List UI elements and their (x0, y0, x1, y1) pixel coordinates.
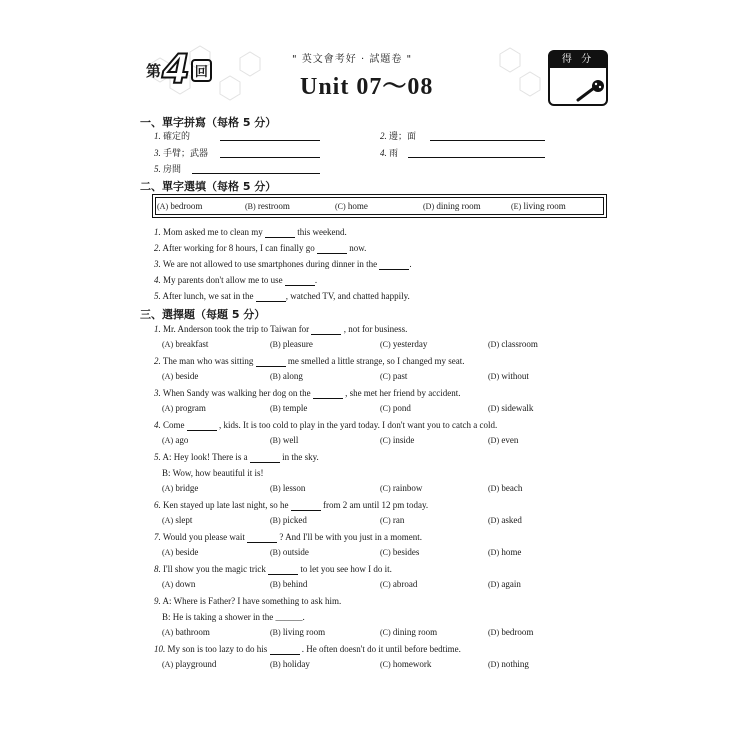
option-letter: (A) (162, 404, 174, 413)
answer-option[interactable] (162, 435, 188, 445)
option-text: beside (175, 547, 199, 557)
option-letter: (C) (380, 660, 391, 669)
option-text: nothing (501, 659, 529, 669)
item-number: 5. (154, 291, 161, 301)
question-text: , not for business. (343, 324, 408, 334)
answer-option[interactable] (270, 579, 307, 589)
option-letter: (B) (245, 202, 256, 211)
answer-blank[interactable] (256, 291, 286, 302)
item-text: now. (349, 243, 367, 253)
answer-option[interactable] (270, 403, 307, 413)
option-text: breakfast (175, 339, 209, 349)
option-text: slept (175, 515, 193, 525)
option-letter: (B) (270, 404, 281, 413)
option-text: temple (282, 403, 308, 413)
item-number: 3. (154, 148, 161, 158)
option-text: bridge (175, 483, 199, 493)
badge-prefix: 第 (146, 61, 162, 80)
unit-badge (146, 47, 212, 93)
option-letter: (B) (270, 516, 281, 525)
item-number: 1. (154, 227, 161, 237)
option-letter: (B) (270, 580, 281, 589)
answer-option[interactable] (380, 403, 411, 413)
answer-option[interactable] (270, 483, 305, 493)
answer-option[interactable] (488, 371, 529, 381)
item-text: . (314, 275, 318, 285)
option-text: pond (392, 403, 411, 413)
option-letter: (C) (380, 484, 391, 493)
option-letter: (A) (162, 436, 174, 445)
question-9 (154, 595, 341, 607)
answer-option[interactable] (488, 339, 538, 349)
option-text: along (282, 371, 303, 381)
question-text: , she met her friend by accident. (345, 388, 461, 398)
word-bank-option (511, 201, 566, 211)
spelling-answer-4[interactable] (408, 147, 545, 158)
option-letter: (C) (380, 436, 391, 445)
option-text: homework (392, 659, 432, 669)
option-text: classroom (501, 339, 538, 349)
option-word: restroom (257, 201, 290, 211)
option-letter: (C) (380, 372, 391, 381)
question-7 (154, 531, 422, 543)
option-letter: (D) (488, 340, 500, 349)
item-prompt: 手臂；武器 (163, 149, 209, 159)
option-word: living room (523, 201, 566, 211)
option-letter: (A) (162, 484, 174, 493)
option-text: ago (175, 435, 189, 445)
option-text: bathroom (175, 627, 210, 637)
question-number: 1. (154, 324, 161, 334)
badge-suffix: 回 (191, 59, 212, 82)
answer-option[interactable] (488, 547, 521, 557)
option-letter: (A) (162, 660, 174, 669)
item-text: this weekend. (297, 227, 347, 237)
option-letter: (C) (380, 516, 391, 525)
question-text: . He often doesn't do it until before bedtime. (301, 644, 461, 654)
option-text: bedroom (501, 627, 534, 637)
option-text: pleasure (282, 339, 313, 349)
option-letter: (C) (335, 202, 346, 211)
answer-blank[interactable] (250, 452, 280, 463)
answer-option[interactable] (380, 435, 414, 445)
question-number: 9. (154, 596, 161, 606)
page-title: Unit 07～08 (300, 74, 434, 100)
question-text: from 2 am until 12 pm today. (322, 500, 429, 510)
option-letter: (D) (423, 202, 435, 211)
fill-item-5 (154, 290, 410, 302)
spelling-answer-5[interactable] (192, 163, 320, 174)
answer-option[interactable] (162, 515, 192, 525)
option-letter: (B) (270, 660, 281, 669)
item-number: 2. (154, 243, 161, 253)
word-bank-option (157, 201, 202, 211)
answer-option[interactable] (380, 659, 431, 669)
answer-option[interactable] (162, 547, 198, 557)
option-letter: (C) (380, 404, 391, 413)
item-text: . (409, 259, 412, 269)
option-text: down (175, 579, 196, 589)
answer-blank[interactable] (247, 532, 277, 543)
answer-blank[interactable] (379, 259, 412, 270)
question-number: 8. (154, 564, 161, 574)
option-word: bedroom (170, 201, 203, 211)
section1-heading: 一、單字拼寫（每格 5 分） (140, 116, 277, 129)
question-text: Mr. Anderson took the trip to Taiwan for (163, 324, 310, 334)
answer-option[interactable] (270, 339, 313, 349)
item-number: 1. (154, 131, 161, 141)
answer-option[interactable] (380, 627, 437, 637)
option-text: behind (282, 579, 308, 589)
question-5 (154, 451, 319, 463)
option-letter: (A) (157, 202, 169, 211)
option-text: past (392, 371, 408, 381)
answer-option[interactable] (488, 579, 521, 589)
answer-option[interactable] (162, 627, 210, 637)
question-text: me smelled a little strange, so I changed my seat. (287, 356, 465, 366)
option-letter: (A) (162, 580, 174, 589)
question-3 (154, 387, 461, 399)
answer-blank[interactable] (291, 500, 321, 511)
item-text: After working for 8 hours, I can finally go (162, 243, 315, 253)
option-letter: (D) (488, 484, 500, 493)
option-text: lesson (282, 483, 306, 493)
item-text: My parents don't allow me to use (163, 275, 283, 285)
option-text: program (175, 403, 206, 413)
question-text: I'll show you the magic trick (163, 564, 266, 574)
answer-option[interactable] (488, 515, 522, 525)
item-prompt: 房間 (163, 165, 182, 175)
item-prompt: 邊；面 (389, 132, 417, 142)
answer-option[interactable] (488, 627, 533, 637)
answer-option[interactable] (488, 659, 529, 669)
word-bank-option (335, 201, 368, 211)
option-letter: (A) (162, 548, 174, 557)
option-letter: (B) (270, 340, 281, 349)
spelling-item-5 (154, 163, 181, 176)
option-letter: (D) (488, 372, 500, 381)
option-letter: (D) (488, 436, 500, 445)
answer-option[interactable] (270, 627, 325, 637)
answer-option[interactable] (162, 371, 198, 381)
option-letter: (B) (270, 436, 281, 445)
option-text: dining room (392, 627, 438, 637)
item-prompt: 確定的 (163, 132, 191, 142)
answer-option[interactable] (380, 371, 407, 381)
option-word: home (347, 201, 368, 211)
item-text: We are not allowed to use smartphones during dinner in the (162, 259, 378, 269)
fill-item-1 (154, 226, 347, 238)
option-word: dining room (436, 201, 481, 211)
option-letter: (C) (380, 580, 391, 589)
question-number: 2. (154, 356, 161, 366)
option-letter: (D) (488, 580, 500, 589)
answer-option[interactable] (270, 547, 309, 557)
score-box (548, 50, 608, 106)
word-bank-option (245, 201, 290, 211)
item-number: 2. (380, 131, 387, 141)
option-letter: (A) (162, 516, 174, 525)
item-prompt: 雨 (389, 149, 399, 159)
answer-option[interactable] (162, 579, 195, 589)
option-letter: (E) (511, 202, 522, 211)
question-6 (154, 499, 428, 511)
option-letter: (A) (162, 372, 174, 381)
answer-option[interactable] (162, 339, 208, 349)
option-text: beside (175, 371, 199, 381)
spelling-answer-2[interactable] (430, 130, 545, 141)
option-letter: (D) (488, 516, 500, 525)
spelling-answer-1[interactable] (220, 130, 320, 141)
answer-option[interactable] (162, 483, 198, 493)
question-5-line2: B: Wow, how beautiful it is! (162, 468, 264, 478)
answer-blank[interactable] (270, 644, 300, 655)
option-letter: (D) (488, 548, 500, 557)
answer-blank[interactable] (268, 564, 298, 575)
answer-option[interactable] (380, 515, 404, 525)
question-8 (154, 563, 392, 575)
question-number: 3. (154, 388, 161, 398)
option-text: home (501, 547, 522, 557)
answer-option[interactable] (270, 659, 310, 669)
item-text: , watched TV, and chatted happily. (285, 291, 410, 301)
question-text: My son is too lazy to do his (167, 644, 268, 654)
answer-option[interactable] (380, 547, 419, 557)
option-letter: (D) (488, 628, 500, 637)
spelling-item-3 (154, 147, 208, 160)
option-text: beach (501, 483, 523, 493)
question-2 (154, 355, 465, 367)
fill-item-2 (154, 242, 366, 254)
word-bank-option (423, 201, 481, 211)
item-number: 3. (154, 259, 161, 269)
question-9-line2: B: He is taking a shower in the ______. (162, 612, 305, 622)
option-letter: (C) (380, 628, 391, 637)
answer-option[interactable] (380, 483, 422, 493)
option-text: holiday (282, 659, 310, 669)
answer-option[interactable] (488, 483, 522, 493)
option-text: living room (282, 627, 326, 637)
question-text: ? And I'll be with you just in a moment. (279, 532, 422, 542)
answer-option[interactable] (380, 339, 427, 349)
spelling-item-2 (380, 130, 416, 143)
question-text: A: Hey look! There is a (162, 452, 248, 462)
answer-blank[interactable] (311, 324, 341, 335)
option-letter: (D) (488, 404, 500, 413)
score-label: 得 分 (550, 52, 606, 68)
option-letter: (C) (380, 340, 391, 349)
question-text: to let you see how I do it. (300, 564, 392, 574)
subtitle: " 英文會考好 · 試題卷 " (292, 54, 413, 65)
answer-blank[interactable] (256, 356, 286, 367)
option-text: outside (282, 547, 309, 557)
question-number: 10. (154, 644, 166, 654)
question-10 (154, 643, 461, 655)
option-letter: (D) (488, 660, 500, 669)
fill-item-3 (154, 258, 412, 270)
option-text: without (501, 371, 529, 381)
answer-option[interactable] (162, 403, 206, 413)
answer-blank[interactable] (285, 275, 318, 286)
answer-blank[interactable] (265, 227, 295, 238)
question-number: 5. (154, 452, 161, 462)
section2-heading: 二、單字選填（每格 5 分） (140, 180, 277, 193)
fill-item-4 (154, 274, 317, 286)
item-number: 4. (154, 275, 161, 285)
item-number: 4. (380, 148, 387, 158)
question-text: A: Where is Father? I have something to ask him. (162, 596, 342, 606)
option-text: sidewalk (501, 403, 534, 413)
option-text: picked (282, 515, 307, 525)
answer-blank[interactable] (313, 388, 343, 399)
question-text: Would you please wait (162, 532, 245, 542)
option-text: ran (392, 515, 405, 525)
question-4 (154, 419, 497, 431)
option-letter: (C) (380, 548, 391, 557)
question-text: in the sky. (282, 452, 319, 462)
microphone-icon (574, 80, 608, 104)
spelling-item-1 (154, 130, 190, 143)
answer-option[interactable] (488, 435, 518, 445)
section3-heading: 三、選擇題（每題 5 分） (140, 308, 266, 321)
option-text: even (501, 435, 519, 445)
option-letter: (A) (162, 628, 174, 637)
option-letter: (B) (270, 484, 281, 493)
question-text: When Sandy was walking her dog on the (162, 388, 311, 398)
question-text: Come (163, 420, 185, 430)
spelling-item-4 (380, 147, 398, 160)
option-text: rainbow (392, 483, 423, 493)
option-letter: (B) (270, 548, 281, 557)
answer-option[interactable] (488, 403, 533, 413)
answer-option[interactable] (162, 659, 216, 669)
word-bank (152, 194, 607, 218)
option-text: well (282, 435, 299, 445)
option-letter: (B) (270, 372, 281, 381)
answer-option[interactable] (270, 435, 298, 445)
badge-number: 4 (162, 47, 190, 93)
option-text: playground (175, 659, 217, 669)
answer-blank[interactable] (317, 243, 347, 254)
option-text: yesterday (392, 339, 428, 349)
option-text: asked (501, 515, 522, 525)
question-number: 7. (154, 532, 161, 542)
question-text: , kids. It is too cold to play in the yard today. I don't want you to catch a cold. (219, 420, 498, 430)
question-number: 4. (154, 420, 161, 430)
option-text: inside (392, 435, 415, 445)
answer-option[interactable] (270, 371, 303, 381)
question-text: Ken stayed up late last night, so he (163, 500, 289, 510)
answer-option[interactable] (270, 515, 307, 525)
option-letter: (B) (270, 628, 281, 637)
answer-option[interactable] (380, 579, 417, 589)
item-number: 5. (154, 164, 161, 174)
option-text: again (501, 579, 521, 589)
question-1 (154, 323, 407, 335)
answer-blank[interactable] (187, 420, 217, 431)
spelling-answer-3[interactable] (220, 147, 320, 158)
option-text: besides (392, 547, 420, 557)
question-text: The man who was sitting (162, 356, 254, 366)
item-text: After lunch, we sat in the (162, 291, 254, 301)
option-letter: (A) (162, 340, 174, 349)
item-text: Mom asked me to clean my (163, 227, 263, 237)
question-number: 6. (154, 500, 161, 510)
option-text: abroad (392, 579, 418, 589)
